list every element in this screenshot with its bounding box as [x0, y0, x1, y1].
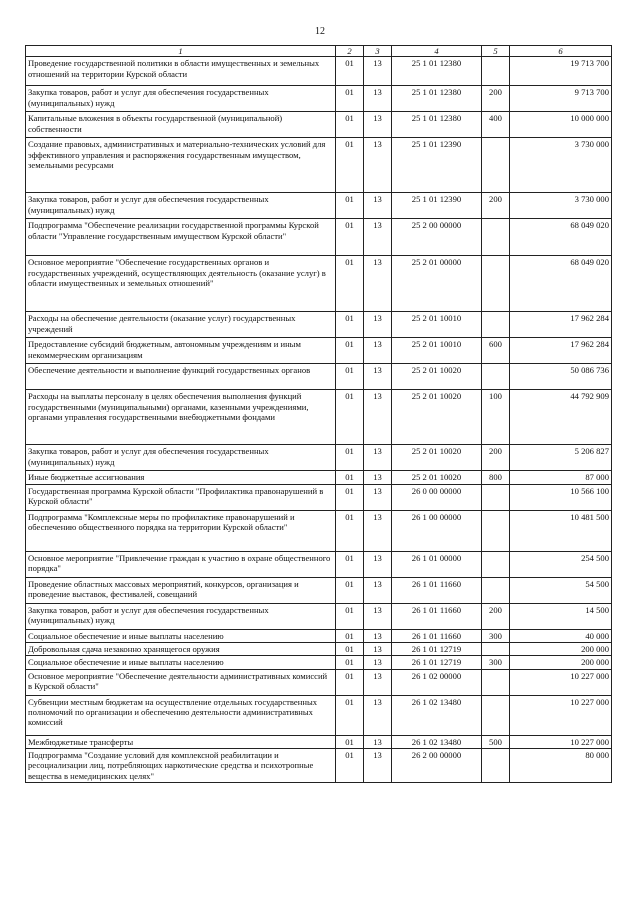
subsection-code-cell: 13: [364, 735, 392, 748]
amount-cell: 10 227 000: [510, 735, 612, 748]
amount-cell: 10 000 000: [510, 112, 612, 138]
table-row: [26, 445, 612, 471]
row-name-cell: Субвенции местным бюджетам на осуществление отдельных государственных полномочий по организации и обеспечению деятельности административных комиссий: [26, 695, 336, 735]
table-row: [26, 484, 612, 510]
target-item-code-cell: 25 1 01 12390: [392, 193, 482, 219]
table-row: [26, 551, 612, 577]
subsection-code-cell: 13: [364, 219, 392, 256]
expense-type-code-cell: 100: [482, 390, 510, 445]
subsection-code-cell: 13: [364, 86, 392, 112]
target-item-code-cell: 25 2 01 10010: [392, 312, 482, 338]
amount-cell: 3 730 000: [510, 193, 612, 219]
subsection-code-cell: 13: [364, 471, 392, 484]
table-row: [26, 112, 612, 138]
amount-cell: 200 000: [510, 656, 612, 669]
target-item-code-cell: 25 1 01 12380: [392, 57, 482, 86]
column-index-6: 6: [510, 46, 612, 57]
subsection-code-cell: 13: [364, 338, 392, 364]
subsection-code-cell: 13: [364, 695, 392, 735]
row-name-cell: Добровольная сдача незаконно хранящегося оружия: [26, 642, 336, 655]
amount-cell: 54 500: [510, 577, 612, 603]
expense-type-code-cell: 500: [482, 735, 510, 748]
table-row: [26, 510, 612, 551]
target-item-code-cell: 26 1 01 11660: [392, 577, 482, 603]
amount-cell: 200 000: [510, 642, 612, 655]
expense-type-code-cell: 200: [482, 603, 510, 629]
amount-cell: 68 049 020: [510, 219, 612, 256]
subsection-code-cell: 13: [364, 642, 392, 655]
row-name-cell: Подпрограмма "Комплексные меры по профилактике правонарушений и обеспечению общественного порядка на территории Курской области": [26, 510, 336, 551]
row-name-cell: Расходы на обеспечение деятельности (оказание услуг) государственных учреждений: [26, 312, 336, 338]
section-code-cell: 01: [336, 390, 364, 445]
subsection-code-cell: 13: [364, 364, 392, 390]
target-item-code-cell: 26 1 00 00000: [392, 510, 482, 551]
row-name-cell: Основное мероприятие "Обеспечение государственных органов и государственных учреждений, осуществляющих деятельность (оказание услуг) в области имущественных и земельных отношений": [26, 256, 336, 312]
target-item-code-cell: 26 1 01 12719: [392, 642, 482, 655]
section-code-cell: 01: [336, 735, 364, 748]
table-row: [26, 364, 612, 390]
subsection-code-cell: 13: [364, 748, 392, 782]
amount-cell: 9 713 700: [510, 86, 612, 112]
table-row: [26, 471, 612, 484]
section-code-cell: 01: [336, 748, 364, 782]
table-row: [26, 669, 612, 695]
expense-type-code-cell: [482, 219, 510, 256]
section-code-cell: 01: [336, 656, 364, 669]
subsection-code-cell: 13: [364, 484, 392, 510]
table-row: [26, 735, 612, 748]
section-code-cell: 01: [336, 138, 364, 193]
target-item-code-cell: 26 1 01 12719: [392, 656, 482, 669]
amount-cell: 10 481 500: [510, 510, 612, 551]
expense-type-code-cell: [482, 695, 510, 735]
expense-type-code-cell: [482, 364, 510, 390]
row-name-cell: Создание правовых, административных и материально-технических условий для эффективного управления и распоряжения государственным имуществом, земельными ресурсами: [26, 138, 336, 193]
row-name-cell: Социальное обеспечение и иные выплаты населению: [26, 629, 336, 642]
amount-cell: 80 000: [510, 748, 612, 782]
amount-cell: 40 000: [510, 629, 612, 642]
expense-type-code-cell: 200: [482, 445, 510, 471]
subsection-code-cell: 13: [364, 629, 392, 642]
subsection-code-cell: 13: [364, 445, 392, 471]
target-item-code-cell: 25 2 01 10020: [392, 445, 482, 471]
section-code-cell: 01: [336, 603, 364, 629]
section-code-cell: 01: [336, 86, 364, 112]
subsection-code-cell: 13: [364, 551, 392, 577]
row-name-cell: Закупка товаров, работ и услуг для обеспечения государственных (муниципальных) нужд: [26, 193, 336, 219]
section-code-cell: 01: [336, 338, 364, 364]
expense-type-code-cell: 200: [482, 193, 510, 219]
column-index-row: [26, 46, 612, 57]
target-item-code-cell: 26 1 01 11660: [392, 629, 482, 642]
amount-cell: 44 792 909: [510, 390, 612, 445]
expense-type-code-cell: 800: [482, 471, 510, 484]
row-name-cell: Иные бюджетные ассигнования: [26, 471, 336, 484]
budget-table-body: [26, 46, 612, 783]
expense-type-code-cell: [482, 748, 510, 782]
target-item-code-cell: 25 2 01 10020: [392, 390, 482, 445]
amount-cell: 50 086 736: [510, 364, 612, 390]
subsection-code-cell: 13: [364, 669, 392, 695]
table-row: [26, 603, 612, 629]
amount-cell: 14 500: [510, 603, 612, 629]
section-code-cell: 01: [336, 642, 364, 655]
target-item-code-cell: 25 1 01 12380: [392, 112, 482, 138]
section-code-cell: 01: [336, 629, 364, 642]
expense-type-code-cell: [482, 510, 510, 551]
table-row: [26, 390, 612, 445]
subsection-code-cell: 13: [364, 577, 392, 603]
expense-type-code-cell: 300: [482, 656, 510, 669]
target-item-code-cell: 25 2 01 10020: [392, 364, 482, 390]
table-row: [26, 219, 612, 256]
row-name-cell: Предоставление субсидий бюджетным, автономным учреждениям и иным некоммерческим организациям: [26, 338, 336, 364]
expense-type-code-cell: 400: [482, 112, 510, 138]
table-row: [26, 138, 612, 193]
row-name-cell: Социальное обеспечение и иные выплаты населению: [26, 656, 336, 669]
row-name-cell: Обеспечение деятельности и выполнение функций государственных органов: [26, 364, 336, 390]
expense-type-code-cell: [482, 577, 510, 603]
table-row: [26, 577, 612, 603]
section-code-cell: 01: [336, 112, 364, 138]
table-row: [26, 193, 612, 219]
subsection-code-cell: 13: [364, 603, 392, 629]
table-row: [26, 629, 612, 642]
amount-cell: 87 000: [510, 471, 612, 484]
amount-cell: 17 962 284: [510, 312, 612, 338]
amount-cell: 10 566 100: [510, 484, 612, 510]
section-code-cell: 01: [336, 551, 364, 577]
subsection-code-cell: 13: [364, 510, 392, 551]
section-code-cell: 01: [336, 669, 364, 695]
section-code-cell: 01: [336, 312, 364, 338]
amount-cell: 10 227 000: [510, 669, 612, 695]
expense-type-code-cell: [482, 57, 510, 86]
target-item-code-cell: 25 2 00 00000: [392, 219, 482, 256]
expense-type-code-cell: [482, 484, 510, 510]
amount-cell: 17 962 284: [510, 338, 612, 364]
row-name-cell: Основное мероприятие "Обеспечение деятельности административных комиссий в Курской области": [26, 669, 336, 695]
table-row: [26, 86, 612, 112]
amount-cell: 19 713 700: [510, 57, 612, 86]
target-item-code-cell: 25 1 01 12390: [392, 138, 482, 193]
target-item-code-cell: 26 2 00 00000: [392, 748, 482, 782]
target-item-code-cell: 26 1 02 00000: [392, 669, 482, 695]
row-name-cell: Закупка товаров, работ и услуг для обеспечения государственных (муниципальных) нужд: [26, 603, 336, 629]
row-name-cell: Подпрограмма "Обеспечение реализации государственной программы Курской области "Управление государственным имуществом Курской области": [26, 219, 336, 256]
table-row: [26, 57, 612, 86]
budget-table: [25, 45, 612, 783]
table-row: [26, 338, 612, 364]
column-index-4: 4: [392, 46, 482, 57]
section-code-cell: 01: [336, 364, 364, 390]
target-item-code-cell: 26 0 00 00000: [392, 484, 482, 510]
subsection-code-cell: 13: [364, 57, 392, 86]
table-row: [26, 256, 612, 312]
expense-type-code-cell: [482, 312, 510, 338]
row-name-cell: Подпрограмма "Создание условий для комплексной реабилитации и ресоциализации лиц, потребляющих наркотические средства и психотропные вещества в немедицинских целях": [26, 748, 336, 782]
table-row: [26, 748, 612, 782]
expense-type-code-cell: [482, 138, 510, 193]
page-number: 12: [315, 26, 325, 37]
target-item-code-cell: 25 1 01 12380: [392, 86, 482, 112]
section-code-cell: 01: [336, 695, 364, 735]
row-name-cell: Проведение государственной политики в области имущественных и земельных отношений на территории Курской области: [26, 57, 336, 86]
expense-type-code-cell: [482, 669, 510, 695]
section-code-cell: 01: [336, 256, 364, 312]
target-item-code-cell: 25 2 01 00000: [392, 256, 482, 312]
table-row: [26, 656, 612, 669]
section-code-cell: 01: [336, 471, 364, 484]
target-item-code-cell: 26 1 01 00000: [392, 551, 482, 577]
row-name-cell: Межбюджетные трансферты: [26, 735, 336, 748]
expense-type-code-cell: 300: [482, 629, 510, 642]
amount-cell: 3 730 000: [510, 138, 612, 193]
target-item-code-cell: 26 1 02 13480: [392, 735, 482, 748]
subsection-code-cell: 13: [364, 112, 392, 138]
amount-cell: 5 206 827: [510, 445, 612, 471]
target-item-code-cell: 25 2 01 10020: [392, 471, 482, 484]
section-code-cell: 01: [336, 445, 364, 471]
section-code-cell: 01: [336, 193, 364, 219]
column-index-1: 1: [26, 46, 336, 57]
section-code-cell: 01: [336, 57, 364, 86]
section-code-cell: 01: [336, 219, 364, 256]
subsection-code-cell: 13: [364, 193, 392, 219]
target-item-code-cell: 26 1 01 11660: [392, 603, 482, 629]
expense-type-code-cell: 200: [482, 86, 510, 112]
target-item-code-cell: 25 2 01 10010: [392, 338, 482, 364]
expense-type-code-cell: 600: [482, 338, 510, 364]
table-row: [26, 312, 612, 338]
column-index-2: 2: [336, 46, 364, 57]
subsection-code-cell: 13: [364, 390, 392, 445]
expense-type-code-cell: [482, 642, 510, 655]
subsection-code-cell: 13: [364, 138, 392, 193]
table-row: [26, 642, 612, 655]
target-item-code-cell: 26 1 02 13480: [392, 695, 482, 735]
subsection-code-cell: 13: [364, 256, 392, 312]
row-name-cell: Расходы на выплаты персоналу в целях обеспечения выполнения функций государственными (муниципальными) органами, казенными учреждениями, органами управления государственными внебюджетными фондами: [26, 390, 336, 445]
column-index-3: 3: [364, 46, 392, 57]
row-name-cell: Закупка товаров, работ и услуг для обеспечения государственных (муниципальных) нужд: [26, 445, 336, 471]
expense-type-code-cell: [482, 256, 510, 312]
row-name-cell: Закупка товаров, работ и услуг для обеспечения государственных (муниципальных) нужд: [26, 86, 336, 112]
section-code-cell: 01: [336, 510, 364, 551]
amount-cell: 10 227 000: [510, 695, 612, 735]
section-code-cell: 01: [336, 484, 364, 510]
section-code-cell: 01: [336, 577, 364, 603]
subsection-code-cell: 13: [364, 656, 392, 669]
row-name-cell: Проведение областных массовых мероприятий, конкурсов, организация и проведение выставок, фестивалей, совещаний: [26, 577, 336, 603]
row-name-cell: Государственная программа Курской области "Профилактика правонарушений в Курской области": [26, 484, 336, 510]
amount-cell: 254 500: [510, 551, 612, 577]
column-index-5: 5: [482, 46, 510, 57]
amount-cell: 68 049 020: [510, 256, 612, 312]
expense-type-code-cell: [482, 551, 510, 577]
row-name-cell: Капитальные вложения в объекты государственной (муниципальной) собственности: [26, 112, 336, 138]
table-row: [26, 695, 612, 735]
subsection-code-cell: 13: [364, 312, 392, 338]
row-name-cell: Основное мероприятие "Привлечение граждан к участию в охране общественного порядка": [26, 551, 336, 577]
